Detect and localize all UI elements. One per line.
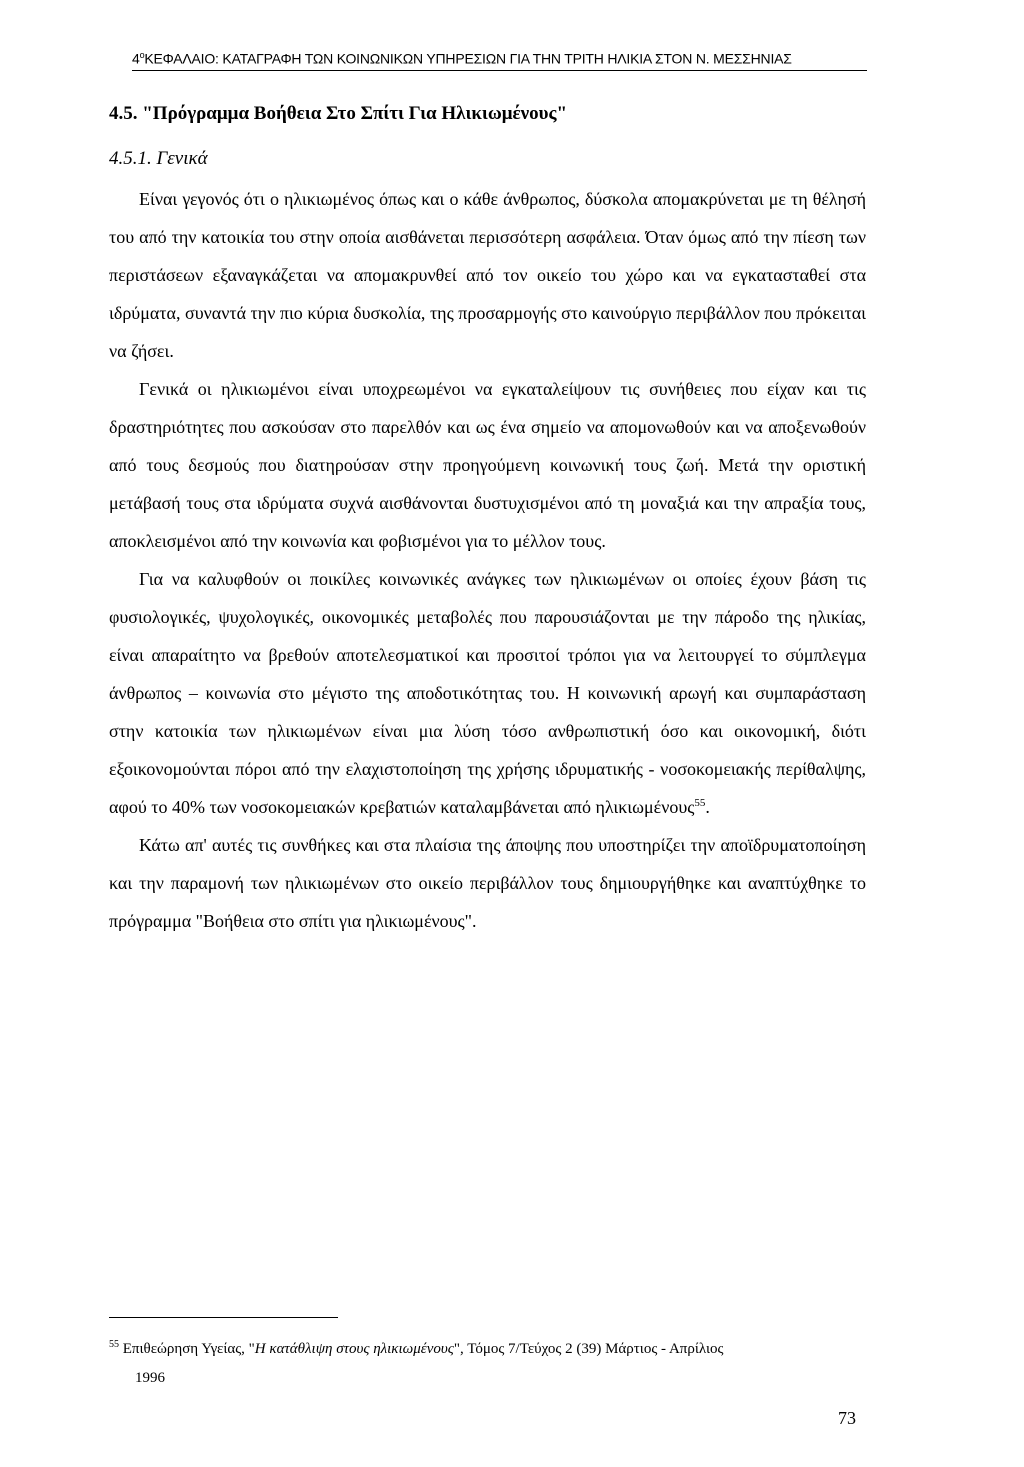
paragraph-1: Είναι γεγονός ότι ο ηλικιωμένος όπως και ο κάθε άνθρωπος, δύσκολα απομακρύνεται με τη θέλησή του από την κατοικία του στην οποία αισθάνεται περισσότερη ασφάλεια. Όταν όμως από την πίεση των περιστάσεων εξαναγκάζεται να απομακρυνθεί από τον οικείο του χώρο και να εγκατασταθεί στα ιδρύματα, συναντά την πιο κύρια δυσκολία, της προσαρμογής στο καινούργιο περιβάλλον που πρόκειται να ζήσει. bbox=[109, 189, 866, 361]
section-title: 4.5. "Πρόγραμμα Βοήθεια Στο Σπίτι Για Ηλικιωμένους" bbox=[109, 103, 568, 124]
body-text bbox=[109, 180, 866, 940]
footnote-line-1 bbox=[109, 1330, 869, 1364]
paragraph-4: Κάτω απ' αυτές τις συνθήκες και στα πλαίσια της άποψης που υποστηρίζει την αποϊδρυματοποίηση και την παραμονή των ηλικιωμένων στο οικείο περιβάλλον τους δημιουργήθηκε και αναπτύχθηκε το πρόγραμμα "Βοήθεια στο σπίτι για ηλικιωμένους". bbox=[109, 835, 866, 931]
footnote bbox=[109, 1330, 869, 1393]
header-text: ΚΕΦΑΛΑΙΟ: ΚΑΤΑΓΡΑΦΗ ΤΩΝ ΚΟΙΝΩΝΙΚΩΝ ΥΠΗΡΕΣΙΩΝ ΓΙΑ ΤΗΝ ΤΡΙΤΗ ΗΛΙΚΙΑ ΣΤΟΝ Ν. ΜΕΣΣΗΝΙΑΣ bbox=[144, 50, 792, 67]
chapter-number: 4 bbox=[132, 50, 140, 67]
running-header bbox=[132, 50, 792, 67]
subsection-title: 4.5.1. Γενικά bbox=[109, 148, 208, 169]
page-number: 73 bbox=[838, 1408, 856, 1428]
paragraph-3-text: Για να καλυφθούν οι ποικίλες κοινωνικές ανάγκες των ηλικιωμένων οι οποίες έχουν βάση τις φυσιολογικές, ψυχολογικές, οικονομικές μεταβολές που παρουσιάζονται με την πάροδο της ηλικίας, είναι απαραίτητο να βρεθούν αποτελεσματικοί και προσιτοί τρόποι για να λειτουργεί το σύμπλεγμα άνθρωπος – κοινωνία στο μέγιστο της αποδοτικότητας του. Η κοινωνική αρωγή και συμπαράσταση στην κατοικία των ηλικιωμένων είναι μια λύση τόσο ανθρωπιστική όσο και οικονομική, διότι εξοικονομούνται πόροι από την ελαχιστοποίηση της χρήσης ιδρυματικής - νοσοκομειακής περίθαλψης, αφού το 40% των νοσοκομειακών κρεβατιών καταλαμβάνεται από ηλικιωμένους bbox=[109, 569, 866, 817]
footnote-details: ", Τόμος 7/Τεύχος 2 (39) Μάρτιος - Απρίλιος bbox=[453, 1341, 724, 1357]
paragraph-3-tail: . bbox=[705, 797, 710, 817]
footnote-year: 1996 bbox=[135, 1370, 165, 1386]
chapter-ordinal-mark: ο bbox=[139, 50, 145, 60]
footnote-reference: 55 bbox=[694, 797, 706, 809]
paragraph-2: Γενικά οι ηλικιωμένοι είναι υποχρεωμένοι να εγκαταλείψουν τις συνήθειες που είχαν και τις δραστηριότητες που ασκούσαν στο παρελθόν και ως ένα σημείο να απομονωθούν και να αποξενωθούν από τους δεσμούς που διατηρούσαν στην προηγούμενη κοινωνική τους ζωή. Μετά την οριστική μετάβασή τους στα ιδρύματα συχνά αισθάνονται δυστυχισμένοι από τη μοναξιά και την απραξία τους, αποκλεισμένοι από την κοινωνία και φοβισμένοι για το μέλλον τους. bbox=[109, 379, 866, 551]
paragraph-3 bbox=[109, 560, 866, 826]
footnote-marker: 55 bbox=[109, 1339, 119, 1350]
header-rule bbox=[132, 70, 867, 71]
footnote-article-title: Η κατάθλιψη στους ηλικιωμένους bbox=[254, 1341, 454, 1357]
footnote-source: Επιθεώρηση Υγείας, " bbox=[122, 1341, 255, 1357]
footnote-rule bbox=[109, 1317, 338, 1318]
